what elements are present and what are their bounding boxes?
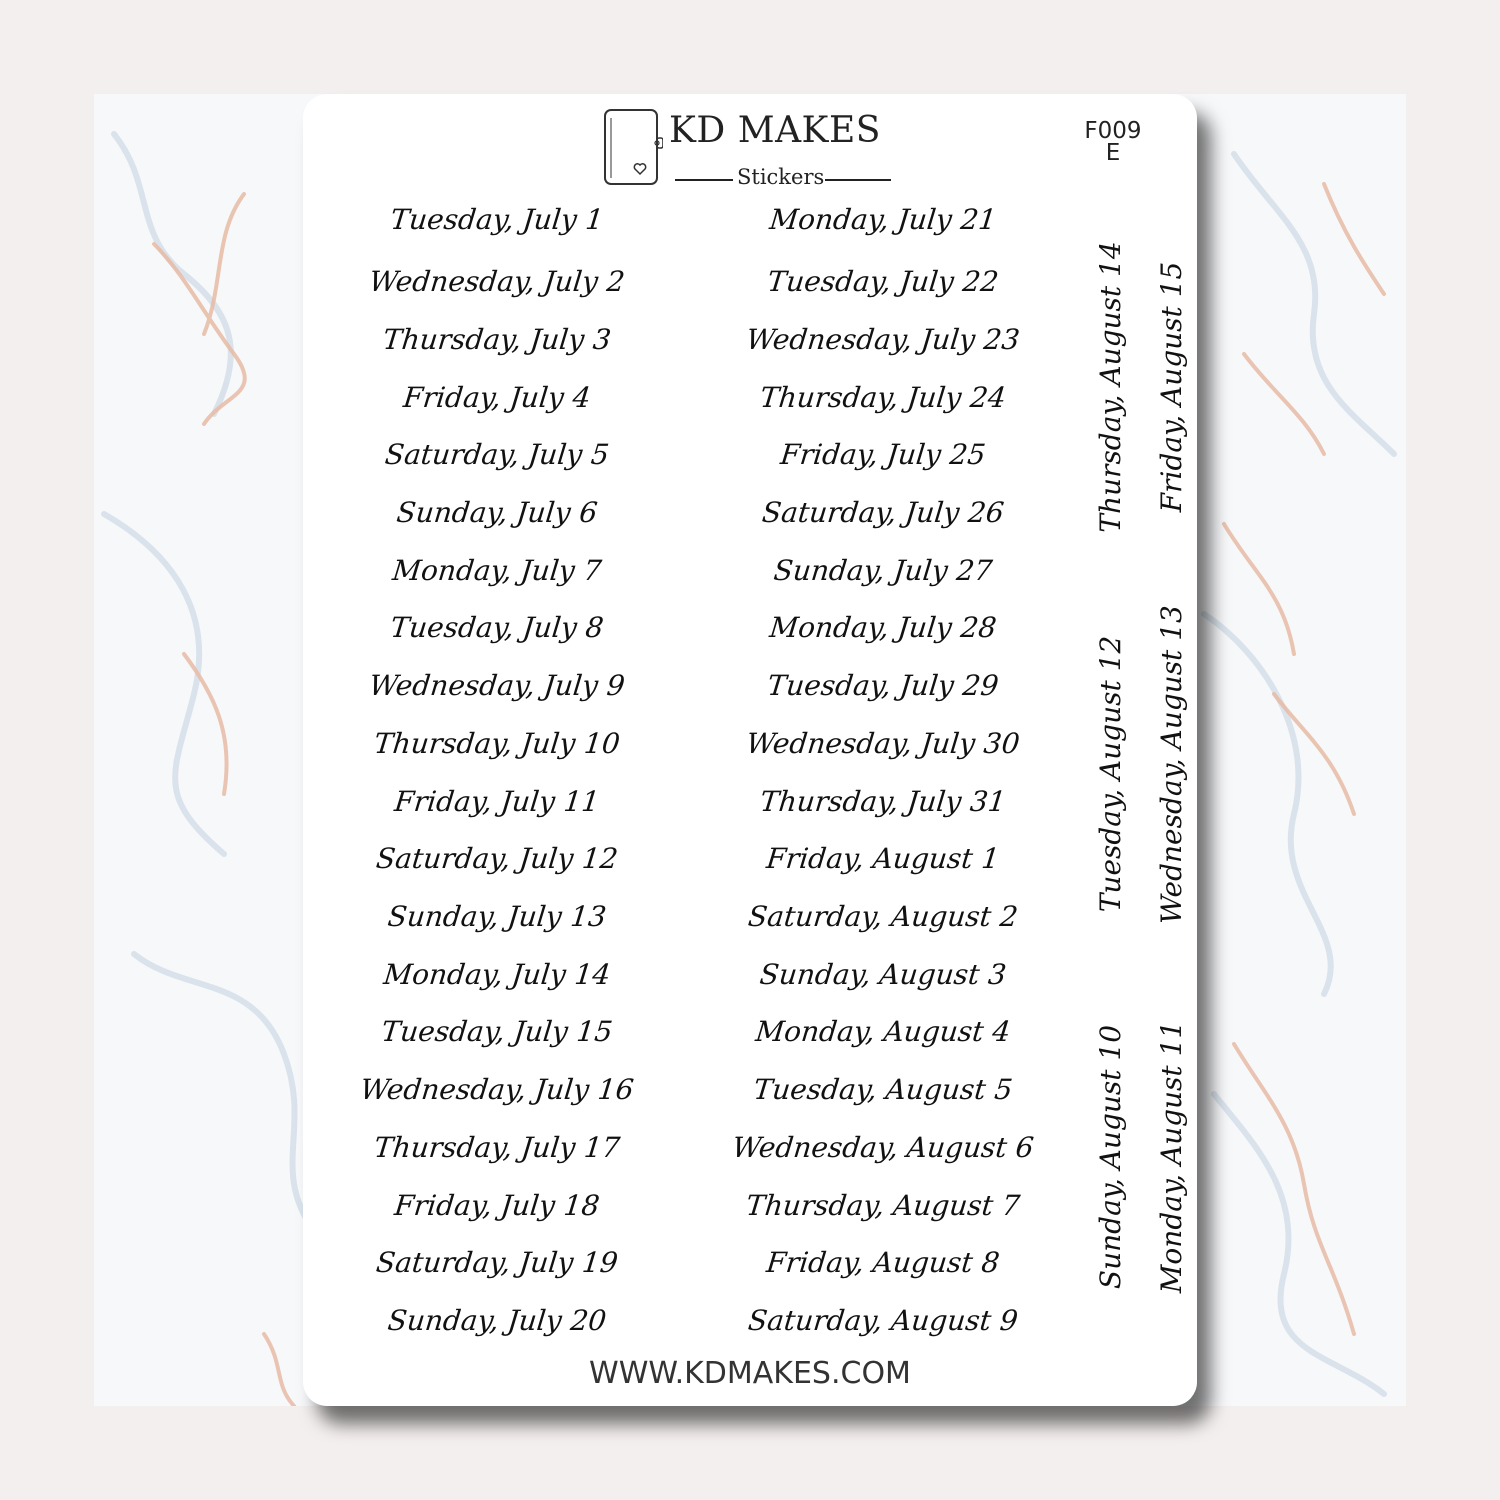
product-code-line2: E — [1105, 140, 1121, 166]
divider — [675, 179, 733, 181]
brand-subtitle: Stickers — [737, 165, 825, 189]
date-sticker: Sunday, August 3 — [758, 958, 1008, 991]
date-sticker: Saturday, July 26 — [760, 496, 1006, 529]
date-sticker: Monday, July 14 — [381, 958, 613, 991]
product-code-line1: F009 — [1084, 118, 1142, 144]
date-sticker: Friday, July 18 — [392, 1189, 602, 1222]
date-sticker: Wednesday, July 23 — [744, 323, 1022, 356]
vertical-date-sticker: Monday, August 11 — [1155, 1020, 1188, 1294]
date-sticker: Monday, July 7 — [390, 554, 604, 587]
date-sticker: Sunday, July 20 — [386, 1304, 608, 1337]
date-sticker: Thursday, July 24 — [758, 381, 1008, 414]
date-sticker: Tuesday, July 22 — [765, 265, 1001, 298]
date-sticker: Sunday, July 27 — [772, 554, 994, 587]
date-sticker: Wednesday, August 6 — [730, 1131, 1036, 1164]
date-sticker: Friday, July 25 — [778, 438, 988, 471]
date-sticker: Thursday, July 17 — [372, 1131, 622, 1164]
date-sticker: Wednesday, July 9 — [367, 669, 627, 702]
website-url: WWW.KDMAKES.COM — [589, 1356, 911, 1391]
date-sticker: Wednesday, July 2 — [367, 265, 627, 298]
vertical-date-sticker: Tuesday, August 12 — [1094, 635, 1127, 913]
date-sticker: Friday, July 4 — [401, 381, 593, 414]
date-sticker: Saturday, August 2 — [746, 900, 1020, 933]
date-sticker: Thursday, July 10 — [372, 727, 622, 760]
date-sticker: Monday, August 4 — [754, 1015, 1013, 1048]
planner-icon — [603, 108, 663, 186]
brand-logo — [603, 108, 903, 189]
date-sticker: Thursday, July 31 — [758, 785, 1008, 818]
date-sticker: Saturday, July 19 — [374, 1246, 620, 1279]
product-code — [1063, 120, 1163, 164]
vertical-date-sticker: Wednesday, August 13 — [1155, 605, 1188, 924]
date-sticker: Wednesday, July 16 — [358, 1073, 636, 1106]
date-sticker: Tuesday, July 1 — [388, 203, 606, 236]
date-sticker: Friday, July 11 — [392, 785, 602, 818]
date-sticker: Tuesday, July 29 — [765, 669, 1001, 702]
date-sticker: Tuesday, July 15 — [379, 1015, 615, 1048]
vertical-date-sticker: Thursday, August 14 — [1094, 241, 1127, 533]
date-sticker: Wednesday, July 30 — [744, 727, 1022, 760]
vertical-date-sticker: Sunday, August 10 — [1094, 1024, 1127, 1290]
vertical-date-sticker: Friday, August 15 — [1155, 261, 1188, 513]
date-sticker: Saturday, July 5 — [383, 438, 611, 471]
date-sticker: Saturday, July 12 — [374, 842, 620, 875]
date-sticker: Friday, August 8 — [764, 1246, 1002, 1279]
date-sticker: Tuesday, July 8 — [388, 611, 606, 644]
divider — [825, 179, 891, 181]
date-sticker: Tuesday, August 5 — [751, 1073, 1015, 1106]
date-sticker: Monday, July 21 — [767, 203, 999, 236]
date-sticker: Sunday, July 6 — [395, 496, 600, 529]
date-sticker: Friday, August 1 — [764, 842, 1002, 875]
date-sticker: Sunday, July 13 — [386, 900, 608, 933]
date-sticker: Thursday, August 7 — [744, 1189, 1022, 1222]
sticker-sheet — [303, 94, 1197, 1406]
brand-name: KD MAKES — [669, 110, 881, 151]
date-sticker: Thursday, July 3 — [381, 323, 613, 356]
date-sticker: Saturday, August 9 — [746, 1304, 1020, 1337]
date-sticker: Monday, July 28 — [767, 611, 999, 644]
